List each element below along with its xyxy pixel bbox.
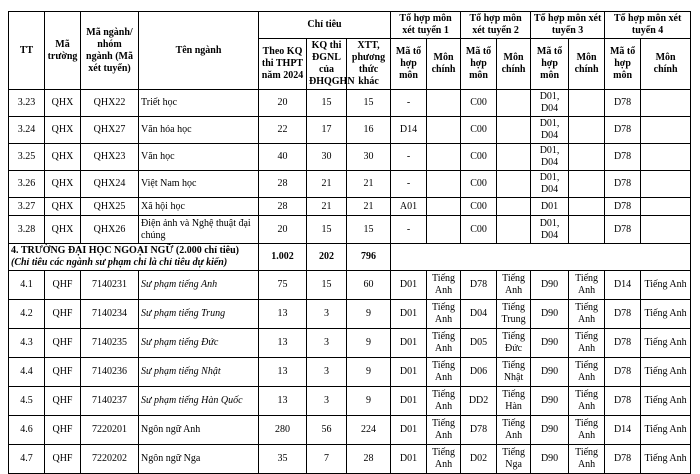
cell-to-hop-1: D01 — [391, 329, 427, 358]
cell-ma-nganh: 7140236 — [81, 358, 139, 387]
header-ma-to-hop-1: Mã tổ hợp môn — [391, 39, 427, 90]
cell-xtt: 9 — [347, 300, 391, 329]
cell-to-hop-3: D01, D04 — [531, 90, 569, 117]
cell-to-hop-4: D78 — [605, 144, 641, 171]
cell-ma-nganh: 7220202 — [81, 445, 139, 474]
cell-thpt: 40 — [259, 144, 307, 171]
cell-dgnl: 15 — [307, 90, 347, 117]
cell-tt: 4.1 — [9, 271, 45, 300]
header-ma-to-hop-3: Mã tổ hợp môn — [531, 39, 569, 90]
cell-ma-nganh: 7140237 — [81, 387, 139, 416]
cell-to-hop-3: D90 — [531, 300, 569, 329]
cell-to-hop-3: D01, D04 — [531, 117, 569, 144]
cell-xtt: 15 — [347, 90, 391, 117]
cell-mon-chinh-3: Tiếng Anh — [569, 271, 605, 300]
cell-to-hop-2: D05 — [461, 329, 497, 358]
cell-thpt: 75 — [259, 271, 307, 300]
cell-mon-chinh-1: Tiếng Anh — [427, 445, 461, 474]
header-ct-dgnl: KQ thi ĐGNL của ĐHQGHN — [307, 39, 347, 90]
cell-mon-chinh-1 — [427, 171, 461, 198]
cell-ten-nganh: Điện ảnh và Nghệ thuật đại chúng — [139, 216, 259, 244]
cell-mon-chinh-1 — [427, 198, 461, 216]
cell-ma-truong: QHX — [45, 90, 81, 117]
cell-dgnl: 3 — [307, 329, 347, 358]
header-ma-to-hop-4: Mã tổ hợp môn — [605, 39, 641, 90]
cell-mon-chinh-4: Tiếng Anh — [641, 271, 691, 300]
cell-ma-truong: QHF — [45, 329, 81, 358]
cell-tt: 4.4 — [9, 358, 45, 387]
cell-mon-chinh-4 — [641, 144, 691, 171]
header-ma-to-hop-2: Mã tổ hợp môn — [461, 39, 497, 90]
cell-ma-nganh: QHX25 — [81, 198, 139, 216]
cell-mon-chinh-1: Tiếng Anh — [427, 387, 461, 416]
cell-tt: 4.3 — [9, 329, 45, 358]
cell-xtt: 15 — [347, 216, 391, 244]
header-to-hop-3: Tổ hợp môn xét tuyển 3 — [531, 12, 605, 39]
cell-to-hop-1: - — [391, 216, 427, 244]
cell-thpt: 20 — [259, 90, 307, 117]
cell-ma-truong: QHX — [45, 144, 81, 171]
cell-tt: 4.5 — [9, 387, 45, 416]
cell-mon-chinh-4: Tiếng Anh — [641, 329, 691, 358]
cell-ten-nganh: Sư phạm tiếng Anh — [139, 271, 259, 300]
cell-dgnl: 21 — [307, 171, 347, 198]
cell-mon-chinh-3 — [569, 198, 605, 216]
cell-thpt: 13 — [259, 300, 307, 329]
cell-ten-nganh: Xã hội học — [139, 198, 259, 216]
cell-mon-chinh-1: Tiếng Anh — [427, 271, 461, 300]
cell-ten-nganh: Việt Nam học — [139, 171, 259, 198]
cell-mon-chinh-3: Tiếng Anh — [569, 300, 605, 329]
cell-to-hop-2: C00 — [461, 198, 497, 216]
cell-tt: 3.25 — [9, 144, 45, 171]
cell-to-hop-1: - — [391, 144, 427, 171]
cell-xtt: 21 — [347, 198, 391, 216]
cell-to-hop-4: D14 — [605, 271, 641, 300]
cell-to-hop-3: D90 — [531, 416, 569, 445]
table-row — [9, 144, 691, 171]
cell-ten-nganh: Triết học — [139, 90, 259, 117]
table-row — [9, 198, 691, 216]
cell-mon-chinh-3: Tiếng Anh — [569, 445, 605, 474]
cell-mon-chinh-4 — [641, 198, 691, 216]
cell-ten-nganh: Văn học — [139, 144, 259, 171]
table-row — [9, 329, 691, 358]
cell-dgnl: 15 — [307, 271, 347, 300]
table-row — [9, 171, 691, 198]
cell-thpt: 280 — [259, 416, 307, 445]
cell-ma-truong: QHF — [45, 445, 81, 474]
cell-mon-chinh-1: Tiếng Anh — [427, 416, 461, 445]
cell-to-hop-4: D78 — [605, 300, 641, 329]
cell-ten-nganh: Sư phạm tiếng Trung — [139, 300, 259, 329]
cell-mon-chinh-2: Tiếng Nga — [497, 445, 531, 474]
cell-tt: 4.2 — [9, 300, 45, 329]
cell-to-hop-3: D90 — [531, 329, 569, 358]
section-thpt: 1.002 — [259, 244, 307, 271]
cell-to-hop-3: D90 — [531, 387, 569, 416]
cell-to-hop-1: D01 — [391, 358, 427, 387]
cell-to-hop-4: D14 — [605, 416, 641, 445]
cell-to-hop-4: D78 — [605, 90, 641, 117]
cell-mon-chinh-3: Tiếng Anh — [569, 358, 605, 387]
cell-to-hop-1: A01 — [391, 198, 427, 216]
section-empty — [391, 244, 691, 271]
cell-to-hop-1: - — [391, 90, 427, 117]
cell-ma-truong: QHF — [45, 387, 81, 416]
cell-ma-nganh: QHX24 — [81, 171, 139, 198]
cell-ma-nganh: 7140231 — [81, 271, 139, 300]
table-body-faculty-4 — [9, 271, 691, 474]
cell-ten-nganh: Sư phạm tiếng Đức — [139, 329, 259, 358]
cell-to-hop-2: DD2 — [461, 387, 497, 416]
cell-thpt: 13 — [259, 358, 307, 387]
cell-mon-chinh-3 — [569, 216, 605, 244]
cell-xtt: 9 — [347, 329, 391, 358]
cell-ten-nganh: Ngôn ngữ Anh — [139, 416, 259, 445]
cell-mon-chinh-1: Tiếng Anh — [427, 300, 461, 329]
cell-mon-chinh-2: Tiếng Nhật — [497, 358, 531, 387]
cell-mon-chinh-1 — [427, 144, 461, 171]
cell-mon-chinh-2 — [497, 171, 531, 198]
cell-mon-chinh-3: Tiếng Anh — [569, 416, 605, 445]
cell-ma-nganh: 7220201 — [81, 416, 139, 445]
cell-mon-chinh-2: Tiếng Trung — [497, 300, 531, 329]
table-row — [9, 117, 691, 144]
cell-to-hop-1: D01 — [391, 445, 427, 474]
table-row — [9, 358, 691, 387]
admission-quota-table — [8, 11, 691, 474]
cell-thpt: 28 — [259, 171, 307, 198]
cell-thpt: 13 — [259, 387, 307, 416]
cell-ma-truong: QHX — [45, 117, 81, 144]
header-mon-chinh-4: Môn chính — [641, 39, 691, 90]
cell-ma-truong: QHF — [45, 300, 81, 329]
cell-dgnl: 3 — [307, 387, 347, 416]
cell-mon-chinh-2: Tiếng Anh — [497, 416, 531, 445]
cell-to-hop-2: C00 — [461, 216, 497, 244]
cell-to-hop-4: D78 — [605, 329, 641, 358]
table-row — [9, 90, 691, 117]
cell-dgnl: 3 — [307, 300, 347, 329]
cell-mon-chinh-4: Tiếng Anh — [641, 358, 691, 387]
cell-tt: 3.23 — [9, 90, 45, 117]
cell-to-hop-2: D06 — [461, 358, 497, 387]
cell-mon-chinh-2 — [497, 216, 531, 244]
cell-to-hop-1: - — [391, 171, 427, 198]
table-section-4 — [9, 244, 691, 271]
cell-to-hop-1: D01 — [391, 416, 427, 445]
cell-mon-chinh-2 — [497, 144, 531, 171]
cell-to-hop-1: D01 — [391, 271, 427, 300]
header-to-hop-2: Tổ hợp môn xét tuyển 2 — [461, 12, 531, 39]
cell-xtt: 28 — [347, 445, 391, 474]
cell-dgnl: 3 — [307, 358, 347, 387]
table-row — [9, 216, 691, 244]
cell-mon-chinh-4 — [641, 216, 691, 244]
cell-ma-nganh: QHX27 — [81, 117, 139, 144]
header-chi-tieu: Chỉ tiêu — [259, 12, 391, 39]
cell-xtt: 30 — [347, 144, 391, 171]
cell-dgnl: 56 — [307, 416, 347, 445]
cell-to-hop-3: D90 — [531, 445, 569, 474]
cell-to-hop-4: D78 — [605, 387, 641, 416]
cell-mon-chinh-4 — [641, 117, 691, 144]
cell-dgnl: 30 — [307, 144, 347, 171]
cell-mon-chinh-4: Tiếng Anh — [641, 387, 691, 416]
cell-mon-chinh-3: Tiếng Anh — [569, 329, 605, 358]
cell-thpt: 28 — [259, 198, 307, 216]
cell-thpt: 22 — [259, 117, 307, 144]
cell-ma-truong: QHF — [45, 271, 81, 300]
cell-xtt: 9 — [347, 387, 391, 416]
section-xtt: 796 — [347, 244, 391, 271]
cell-to-hop-3: D90 — [531, 271, 569, 300]
cell-xtt: 16 — [347, 117, 391, 144]
cell-thpt: 20 — [259, 216, 307, 244]
cell-ma-truong: QHF — [45, 358, 81, 387]
cell-mon-chinh-4: Tiếng Anh — [641, 300, 691, 329]
cell-to-hop-1: D01 — [391, 387, 427, 416]
cell-to-hop-4: D78 — [605, 171, 641, 198]
table-row — [9, 445, 691, 474]
section-note: (Chỉ tiêu các ngành sư phạm chỉ là chỉ tiêu dự kiến) — [11, 257, 228, 268]
cell-ten-nganh: Sư phạm tiếng Hàn Quốc — [139, 387, 259, 416]
cell-dgnl: 7 — [307, 445, 347, 474]
section-header — [9, 244, 259, 271]
header-mon-chinh-3: Môn chính — [569, 39, 605, 90]
cell-mon-chinh-2 — [497, 198, 531, 216]
cell-thpt: 13 — [259, 329, 307, 358]
cell-mon-chinh-2 — [497, 117, 531, 144]
cell-to-hop-2: D04 — [461, 300, 497, 329]
cell-mon-chinh-1 — [427, 117, 461, 144]
cell-tt: 3.24 — [9, 117, 45, 144]
table-row — [9, 300, 691, 329]
header-ten-nganh: Tên ngành — [139, 12, 259, 90]
cell-tt: 4.6 — [9, 416, 45, 445]
cell-mon-chinh-2: Tiếng Anh — [497, 271, 531, 300]
cell-to-hop-4: D78 — [605, 117, 641, 144]
cell-ma-truong: QHX — [45, 171, 81, 198]
cell-to-hop-3: D01, D04 — [531, 216, 569, 244]
header-tt: TT — [9, 12, 45, 90]
cell-to-hop-2: C00 — [461, 171, 497, 198]
cell-thpt: 35 — [259, 445, 307, 474]
cell-to-hop-2: D78 — [461, 271, 497, 300]
cell-to-hop-2: C00 — [461, 144, 497, 171]
cell-ma-truong: QHF — [45, 416, 81, 445]
cell-mon-chinh-3 — [569, 117, 605, 144]
cell-mon-chinh-2: Tiếng Đức — [497, 329, 531, 358]
cell-to-hop-3: D90 — [531, 358, 569, 387]
cell-xtt: 60 — [347, 271, 391, 300]
header-mon-chinh-1: Môn chính — [427, 39, 461, 90]
header-mon-chinh-2: Môn chính — [497, 39, 531, 90]
table-row — [9, 416, 691, 445]
table-body-faculty-3 — [9, 90, 691, 244]
cell-ten-nganh: Ngôn ngữ Nga — [139, 445, 259, 474]
cell-to-hop-4: D78 — [605, 216, 641, 244]
cell-ma-nganh: QHX26 — [81, 216, 139, 244]
cell-mon-chinh-1 — [427, 216, 461, 244]
cell-ma-truong: QHX — [45, 198, 81, 216]
cell-ten-nganh: Sư phạm tiếng Nhật — [139, 358, 259, 387]
header-to-hop-4: Tổ hợp môn xét tuyển 4 — [605, 12, 691, 39]
cell-mon-chinh-2: Tiếng Hàn — [497, 387, 531, 416]
cell-mon-chinh-3 — [569, 171, 605, 198]
cell-to-hop-4: D78 — [605, 358, 641, 387]
cell-to-hop-2: C00 — [461, 90, 497, 117]
cell-to-hop-4: D78 — [605, 198, 641, 216]
header-ma-nganh: Mã ngành/ nhóm ngành (Mã xét tuyển) — [81, 12, 139, 90]
cell-xtt: 224 — [347, 416, 391, 445]
cell-to-hop-4: D78 — [605, 445, 641, 474]
cell-xtt: 9 — [347, 358, 391, 387]
cell-mon-chinh-4 — [641, 171, 691, 198]
cell-to-hop-2: C00 — [461, 117, 497, 144]
cell-to-hop-1: D01 — [391, 300, 427, 329]
cell-mon-chinh-2 — [497, 90, 531, 117]
header-ct-thpt: Theo KQ thi THPT năm 2024 — [259, 39, 307, 90]
header-ma-truong: Mã trường — [45, 12, 81, 90]
cell-to-hop-3: D01 — [531, 198, 569, 216]
cell-tt: 3.27 — [9, 198, 45, 216]
cell-mon-chinh-3 — [569, 144, 605, 171]
cell-tt: 4.7 — [9, 445, 45, 474]
cell-to-hop-1: D14 — [391, 117, 427, 144]
cell-ma-nganh: QHX22 — [81, 90, 139, 117]
cell-to-hop-2: D02 — [461, 445, 497, 474]
section-dgnl: 202 — [307, 244, 347, 271]
section-title: 4. TRƯỜNG ĐẠI HỌC NGOẠI NGỮ (2.000 chỉ tiêu) — [11, 245, 239, 256]
cell-to-hop-3: D01, D04 — [531, 171, 569, 198]
cell-mon-chinh-4: Tiếng Anh — [641, 445, 691, 474]
cell-to-hop-2: D78 — [461, 416, 497, 445]
header-to-hop-1: Tổ hợp môn xét tuyển 1 — [391, 12, 461, 39]
cell-tt: 3.28 — [9, 216, 45, 244]
cell-ma-nganh: 7140235 — [81, 329, 139, 358]
cell-ma-nganh: 7140234 — [81, 300, 139, 329]
table-row — [9, 387, 691, 416]
cell-mon-chinh-1: Tiếng Anh — [427, 329, 461, 358]
cell-dgnl: 15 — [307, 216, 347, 244]
cell-mon-chinh-3 — [569, 90, 605, 117]
cell-mon-chinh-3: Tiếng Anh — [569, 387, 605, 416]
table-row — [9, 271, 691, 300]
header-ct-xtt: XTT, phương thức khác — [347, 39, 391, 90]
cell-xtt: 21 — [347, 171, 391, 198]
cell-mon-chinh-1: Tiếng Anh — [427, 358, 461, 387]
cell-to-hop-3: D01, D04 — [531, 144, 569, 171]
cell-ma-truong: QHX — [45, 216, 81, 244]
cell-mon-chinh-4: Tiếng Anh — [641, 416, 691, 445]
cell-mon-chinh-4 — [641, 90, 691, 117]
cell-tt: 3.26 — [9, 171, 45, 198]
cell-ten-nganh: Văn hóa học — [139, 117, 259, 144]
cell-mon-chinh-1 — [427, 90, 461, 117]
cell-ma-nganh: QHX23 — [81, 144, 139, 171]
cell-dgnl: 17 — [307, 117, 347, 144]
cell-dgnl: 21 — [307, 198, 347, 216]
